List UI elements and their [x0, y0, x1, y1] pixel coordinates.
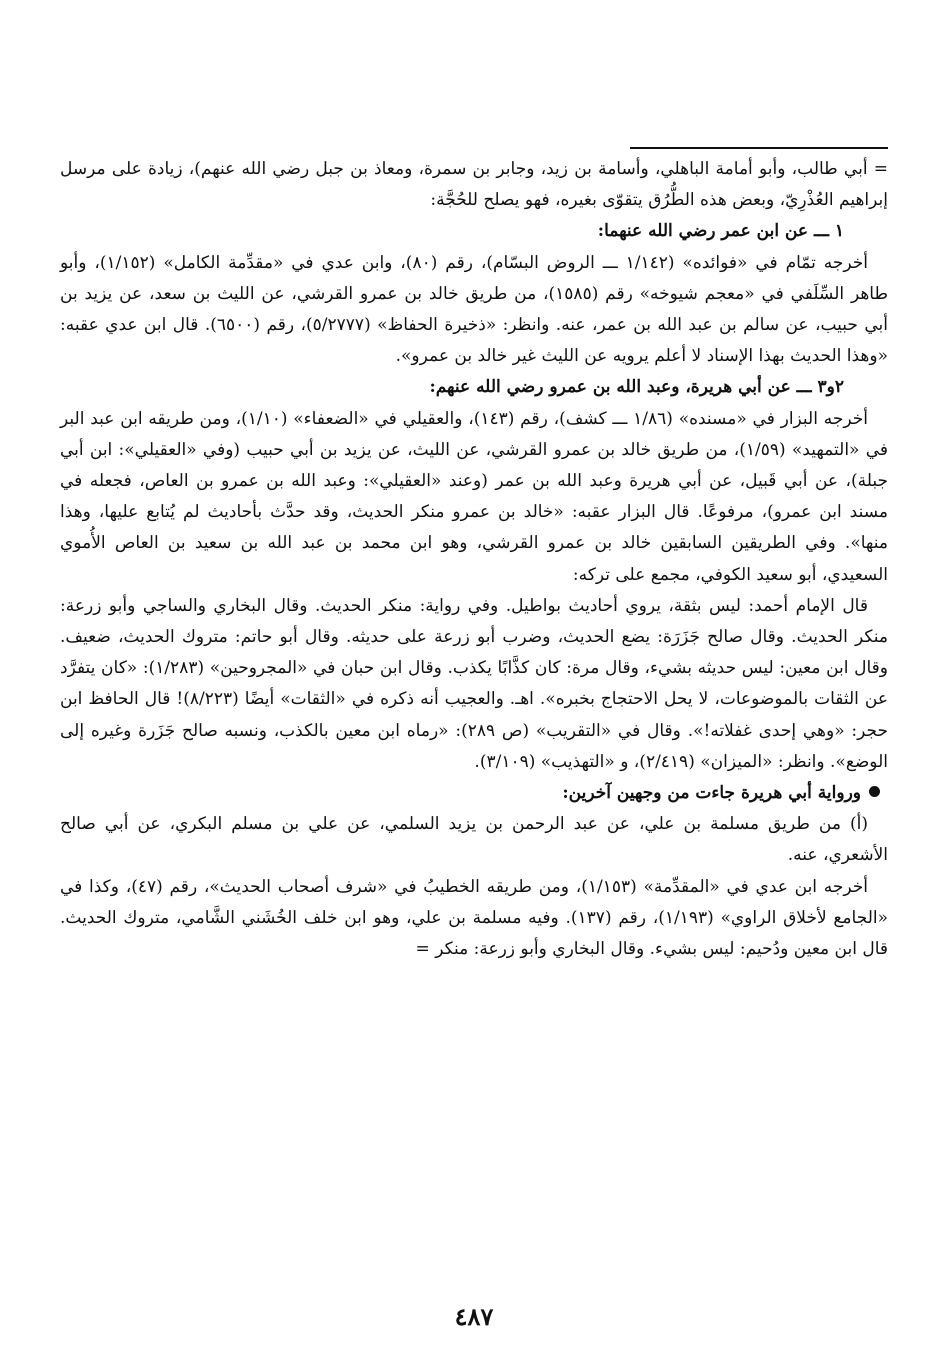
page-number: ٤٨٧: [454, 1302, 494, 1331]
section-2-body-continued: قال الإمام أحمد: ليس بثقة، يروي أحاديث بواطيل. وفي رواية: منكر الحديث. وقال البخاري والساجي وأبو زرعة: منكر الحديث. وقال صالح جَزَرَة: يضع الحديث، وضرب أبو زرعة على حديثه. وقال أبو حاتم: متروك الحديث، ضعيف. وقال ابن معين: ليس حديثه بشيء، وقال مرة: كان كذَّابًا يكذب. وقال ابن حبان في «المجروحين» (١/٢٨٣): «كان يتفرَّد عن الثقات بالموضوعات، لا يحل الاحتجاج بخبره». اهـ. والعجيب أنه ذكره في «الثقات» أيضًا (٨/٢٢٣)! قال الحافظ ابن حجر: «وهي إحدى غفلاته!». وقال في «التقريب» (ص ٢٨٩): «رماه ابن معين بالكذب، ونسبه صالح جَزَرة وغيره إلى الوضع». وانظر: «الميزان» (٢/٤١٩)، و «التهذيب» (٣/١٠٩).: [60, 595, 888, 772]
continuation-paragraph: = أبي طالب، وأبو أمامة الباهلي، وأسامة بن زيد، وجابر بن سمرة، ومعاذ بن جبل رضي الله عنهم)، زيادة على مرسل إبراهيم العُذْرِيّ، وبعض هذه الطُّرُق يتقوّى بغيره، فهو يصلح للحُجَّة:: [60, 159, 888, 211]
bullet-icon: [869, 786, 880, 797]
section-3-heading: ورواية أبي هريرة جاءت من وجهين آخرين:: [562, 783, 861, 804]
footnote-text: [60, 154, 888, 965]
section-3-item-a: (أ) من طريق مسلمة بن علي، عن عبد الرحمن بن يزيد السلمي، عن علي بن مسلم البكري، عن أبي صالح الأشعري، عنه.: [60, 814, 888, 866]
section-2-heading: ٢و٣ ـــ عن أبي هريرة، وعبد الله بن عمرو رضي الله عنهم:: [429, 377, 844, 398]
section-1-body: أخرجه تمّام في «فوائده» (١/١٤٢ ـــ الروض البسّام)، رقم (٨٠)، وابن عدي في «مقدِّمة الكامل» (١/١٥٢)، وأبو طاهر السِّلَفي في «معجم شيوخه» رقم (١٥٨٥)، من طريق خالد بن عمرو القرشي، عن الليث بن سعد، عن يزيد بن أبي حبيب، عن سالم بن عبد الله بن عمر، عنه. وانظر: «ذخيرة الحفاظ» (٥/٢٧٧٧)، رقم (٦٥٠٠). قال ابن عدي عقبه: «وهذا الحديث بهذا الإسناد لا أعلم يرويه عن الليث غير خالد بن عمرو».: [60, 252, 889, 367]
section-2-body: أخرجه البزار في «مسنده» (١/٨٦ ـــ كشف)، رقم (١٤٣)، والعقيلي في «الضعفاء» (١/١٠)، ومن طريقه ابن عبد البر في «التمهيد» (١/٥٩)، من طريق خالد بن عمرو القرشي، عن الليث، عن يزيد بن أبي حبيب (وفي «العقيلي»: ابن أبي جبلة)، عن أبي قَبيل، عن أبي هريرة وعبد الله بن عمر (وعند «العقيلي»: وعبد الله بن عمرو بن العاص، فجعله في مسند ابن عمرو)، مرفوعًا. قال البزار عقبه: «خالد بن عمرو منكر الحديث، وقد حدَّث بأحاديث لم يُتابع عليها، وهذا منها». وفي الطريقين السابقين خالد بن عمرو القرشي، وهو ابن محمد بن عبد الله بن سعيد بن العاص الأُموي السعيدي، أبو سعيد الكوفي، مجمع على تركه:: [60, 408, 888, 585]
footnote-rule: [630, 147, 888, 149]
section-3-body: أخرجه ابن عدي في «المقدِّمة» (١/١٥٣)، ومن طريقه الخطيبُ في «شرف أصحاب الحديث»، رقم (٤٧)، وكذا في «الجامع لأخلاق الراوي» (١/١٩٣)، رقم (١٣٧). وفيه مسلمة بن علي، وهو ابن خلف الخُشَني الشَّامي، متروك الحديث. قال ابن معين ودُحيم: ليس بشيء. وقال البخاري وأبو زرعة: منكر =: [60, 876, 888, 960]
book-page: [60, 0, 888, 1372]
section-1-heading: ١ ـــ عن ابن عمر رضي الله عنهما:: [597, 221, 844, 242]
section-3-heading-line: [60, 778, 888, 809]
